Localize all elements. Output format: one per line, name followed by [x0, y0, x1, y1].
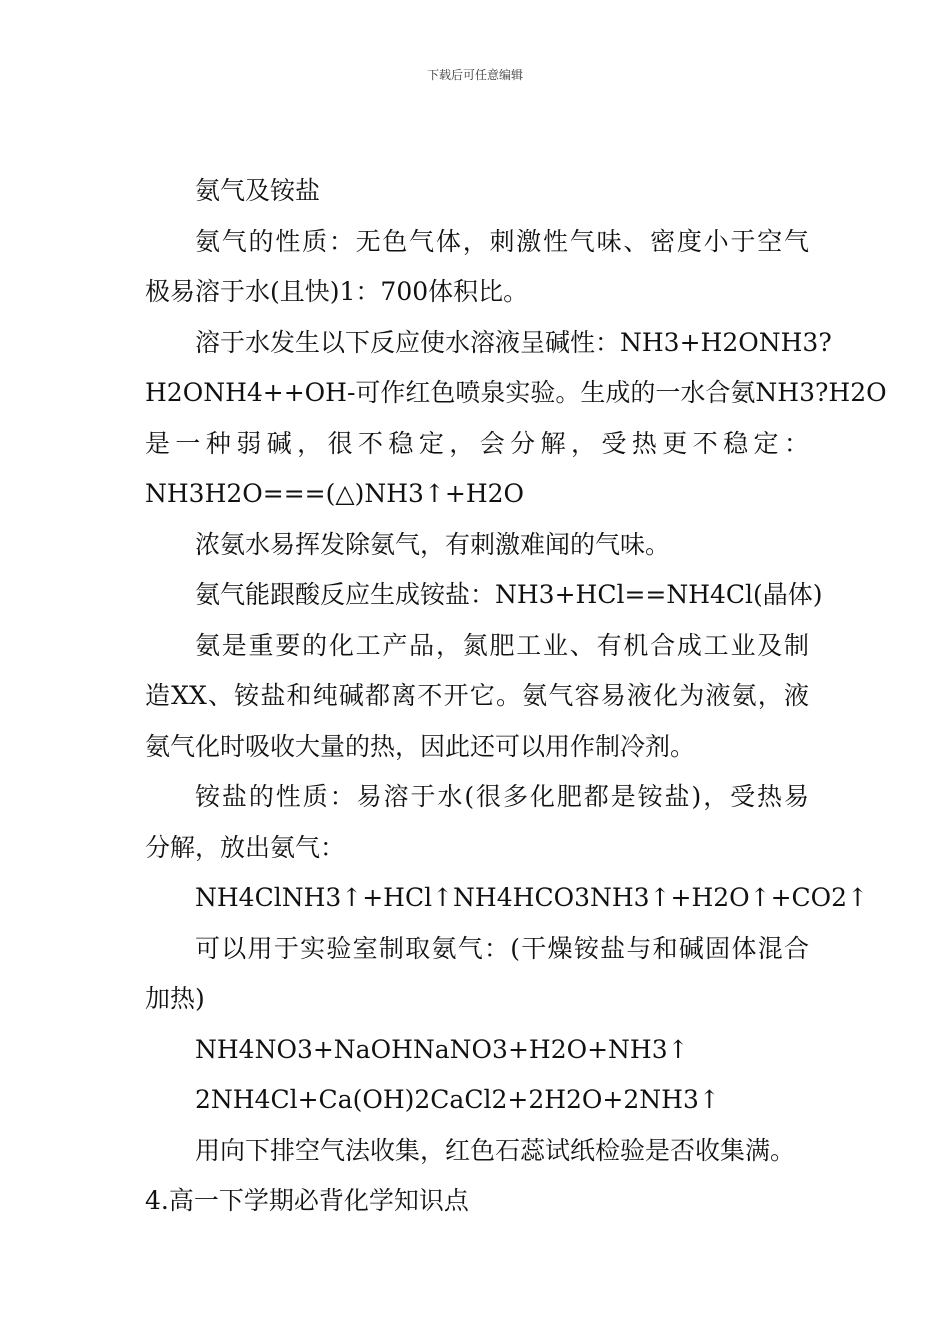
- paragraph-line: 加热): [145, 984, 205, 1013]
- paragraph-line: 铵盐的性质：易溶于水(很多化肥都是铵盐)，受热易: [195, 782, 809, 811]
- paragraph-line: 溶于水发生以下反应使水溶液呈碱性：NH3+H2ONH3?: [195, 327, 832, 357]
- section-title: 氨气及铵盐: [195, 176, 321, 205]
- paragraph-line: 用向下排空气法收集，红色石蕊试纸检验是否收集满。: [195, 1135, 796, 1165]
- paragraph-line: 极易溶于水(且快)1：700体积比。: [145, 277, 529, 306]
- formula-line: NH4ClNH3↑+HCl↑NH4HCO3NH3↑+H2O↑+CO2↑: [195, 883, 869, 912]
- formula-line: NH3H2O===(△)NH3↑+H2O: [145, 479, 525, 508]
- formula-line: 2NH4Cl+Ca(OH)2CaCl2+2H2O+2NH3↑: [195, 1085, 720, 1114]
- paragraph-line: 氨气化时吸收大量的热，因此还可以用作制冷剂。: [145, 731, 696, 761]
- paragraph-line: 氨是重要的化工产品，氮肥工业、有机合成工业及制: [195, 630, 809, 660]
- paragraph-line: 可以用于实验室制取氨气：(干燥铵盐与和碱固体混合: [195, 933, 809, 963]
- paragraph-line: 浓氨水易挥发除氨气，有刺激难闻的气味。: [195, 529, 671, 559]
- section-heading: 4.高一下学期必背化学知识点: [145, 1186, 469, 1215]
- paragraph-line: 造XX、铵盐和纯碱都离不开它。氨气容易液化为液氨，液: [145, 681, 809, 710]
- page-header: 下载后可任意编辑: [426, 68, 523, 82]
- formula-line: NH4NO3+NaOHNaNO3+H2O+NH3↑: [195, 1034, 689, 1064]
- paragraph-line: 是一种弱碱，很不稳定，会分解，受热更不稳定：: [145, 428, 809, 458]
- paragraph-line: H2ONH4++OH-可作红色喷泉实验。生成的一水合氨NH3?H2O: [145, 378, 887, 407]
- paragraph-line: 氨气能跟酸反应生成铵盐：NH3+HCl==NH4Cl(晶体): [195, 580, 823, 609]
- document-body: [145, 176, 887, 1237]
- paragraph-line: 分解，放出氨气：: [145, 832, 346, 862]
- paragraph-line: 氨气的性质：无色气体，刺激性气味、密度小于空气: [195, 226, 809, 256]
